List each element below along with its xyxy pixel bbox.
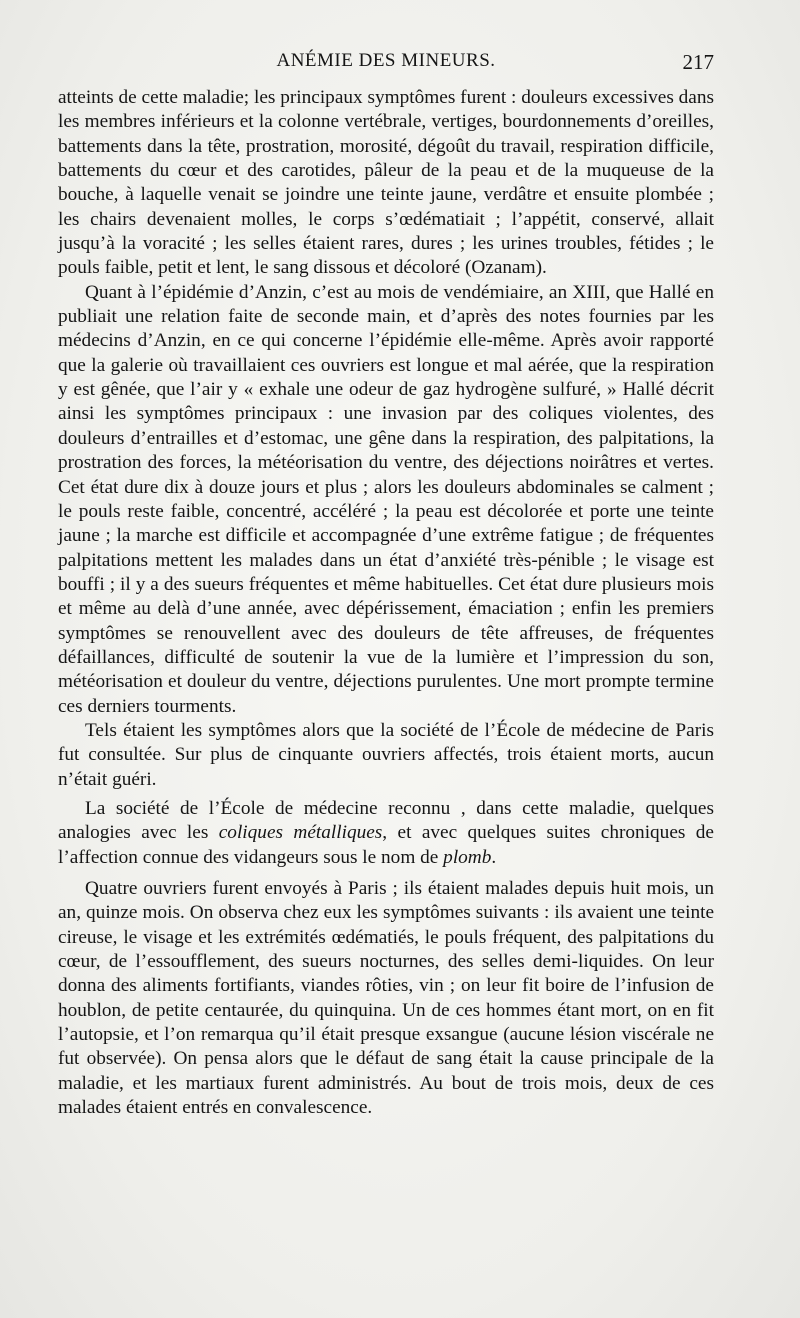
body-text (58, 86, 714, 1120)
paragraph-four-workers: Quatre ouvriers furent envoyés à Paris ; ils étaient malades depuis huit mois, un an, quinze mois. On observa chez eux les symptômes suivants : ils avaient une teinte cireuse, le visage et les extrémités œdématiés, le pouls fréquent, des palpitations du cœur, de l’essoufflement, des sueurs nocturnes, des selles demi-liquides. On leur donna des aliments fortifiants, viandes rôties, vin ; on leur fit boire de l’infusion de houblon, de petite centaurée, du quinquina. Un de ces hommes étant mort, on en fit l’autopsie, et l’on remarqua qu’il était presque exsangue (aucune lésion viscérale ne fut observée). On pensa alors que le défaut de sang était la cause principale de la maladie, et les martiaux furent administrés. Au bout de trois mois, deux de ces malades étaient entrés en convalescence. (58, 878, 714, 1119)
term-plomb: plomb (443, 846, 492, 868)
page-number: 217 (682, 50, 714, 74)
running-title: ANÉMIE DES MINEURS. (276, 50, 496, 71)
running-head (58, 50, 714, 80)
paragraph-analogies-text-3: . (491, 846, 497, 868)
paragraph-anzin-epidemic: Quant à l’épidémie d’Anzin, c’est au mois de vendémiaire, an XIII, que Hallé en publiait une relation faite de seconde main, et d’après des notes fournies par les médecins d’Anzin, en ce qui concerne l’épidémie elle-même. Après avoir rapporté que la galerie où travaillaient ces ouvriers est longue et mal aérée, que la respiration y est gênée, que l’air y « exhale une odeur de gaz hydrogène sulfuré, » Hallé décrit ainsi les symptômes principaux : une invasion par des coliques violentes, des douleurs d’entrailles et d’estomac, une gêne dans la respiration, des palpitations, la prostration des forces, la météorisation du ventre, des déjections noirâtres et vertes. Cet état dure dix à douze jours et plus ; alors les douleurs abdominales se calment ; le pouls reste faible, concentré, accéléré ; la peau est décolorée et porte une teinte jaune ; la marche est difficile et accompagnée d’une extrême fatigue ; de fréquentes palpitations mettent les malades dans un état d’anxiété très-pénible ; le visage est bouffi ; il y a des sueurs fréquentes et même habituelles. Cet état dure plusieurs mois et même au delà d’une année, avec dépérissement, émaciation ; enfin les premiers symptômes se renouvellent avec des douleurs de tête affreuses, de fréquentes défaillances, difficulté de soutenir la vue de la lumière et l’impression du son, météorisation et douleur du ventre, déjections purulentes. Une mort prompte termine ces derniers tourments. (58, 281, 714, 717)
paragraph-analogies-text-1: La société de l’École de médecine reconnu , dans cette maladie, quelques analogies avec les (58, 797, 714, 844)
paragraph-analogies-text-2: , et avec quelques suites chroniques de l’affection connue des vidangeurs sous le nom de (58, 822, 714, 868)
paragraph-school-consulted: Tels étaient les symptômes alors que la société de l’École de médecine de Paris fut consultée. Sur plus de cinquante ouvriers affectés, trois étaient morts, aucun n’était guéri. (58, 719, 714, 790)
term-coliques-metalliques: coliques métalliques (218, 822, 383, 844)
paragraph-continued: atteints de cette maladie; les principaux symptômes furent : douleurs excessives dans les membres inférieurs et la colonne vertébrale, vertiges, bourdonnements d’oreilles, battements dans la tête, prostration, morosité, dégoût du travail, respiration difficile, battements du cœur et des carotides, pâleur de la peau et de la muqueuse de la bouche, à laquelle venait se joindre une teinte jaune, verdâtre et ensuite plombée ; les chairs devenaient molles, le corps s’œdématiait ; l’appétit, conservé, allait jusqu’à la voracité ; les selles étaient rares, dures ; les urines troubles, fétides ; le pouls faible, petit et lent, le sang dissous et décoloré (Ozanam). (58, 87, 714, 279)
paragraph-analogies (58, 797, 714, 870)
